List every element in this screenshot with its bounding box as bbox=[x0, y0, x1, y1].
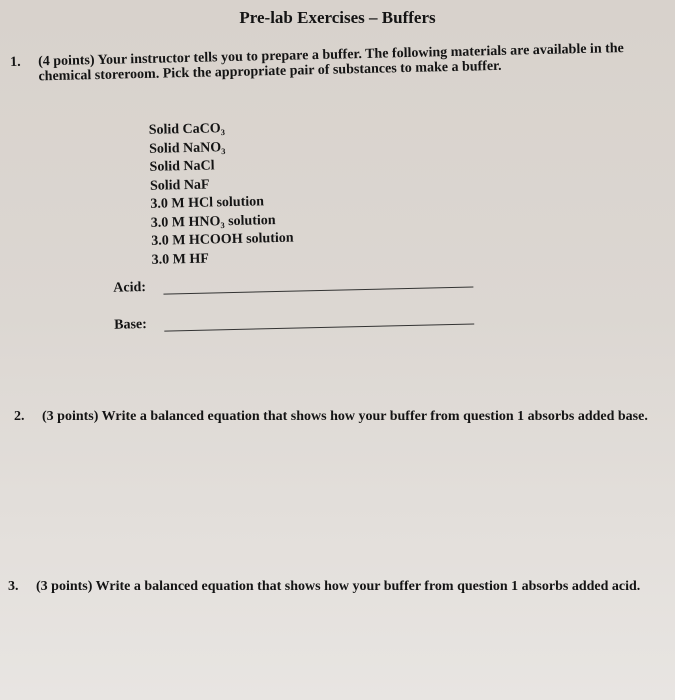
question-3-number: 3. bbox=[8, 579, 19, 594]
reagent-item: 3.0 M HNO₃ solution bbox=[150, 212, 276, 231]
reagent-item: Solid NaF bbox=[149, 177, 210, 194]
reagent-item: Solid NaNO₃ bbox=[148, 139, 226, 157]
question-2-number: 2. bbox=[14, 409, 25, 424]
page-title: Pre-lab Exercises – Buffers bbox=[239, 8, 436, 27]
question-1-text: (4 points) Your instructor tells you to prepare a buffer. The following materials are available in the chemical storeroom. Pick the appropriate pair of substances to make a buffer. bbox=[37, 41, 624, 85]
question-3 bbox=[8, 578, 668, 596]
acid-answer-row bbox=[113, 280, 146, 297]
question-2-text: (3 points) Write a balanced equation that shows how your buffer from question 1 absorbs added base. bbox=[42, 409, 648, 424]
question-3-text: (3 points) Write a balanced equation that shows how your buffer from question 1 absorbs added acid. bbox=[36, 579, 641, 594]
question-1-number: 1. bbox=[10, 54, 21, 70]
base-answer-row bbox=[114, 317, 147, 334]
reagent-item: 3.0 M HCl solution bbox=[150, 194, 265, 212]
acid-answer-line[interactable] bbox=[163, 287, 473, 295]
acid-label: Acid: bbox=[113, 279, 147, 296]
question-2 bbox=[14, 409, 664, 425]
reagent-item: Solid CaCO₃ bbox=[148, 121, 226, 138]
reagent-item: 3.0 M HF bbox=[151, 251, 209, 268]
base-answer-line[interactable] bbox=[164, 324, 474, 332]
reagent-item: Solid NaCl bbox=[149, 158, 215, 175]
question-1 bbox=[10, 40, 651, 333]
reagent-list bbox=[149, 119, 295, 270]
reagent-item: 3.0 M HCOOH solution bbox=[151, 230, 294, 249]
base-label: Base: bbox=[113, 316, 147, 333]
